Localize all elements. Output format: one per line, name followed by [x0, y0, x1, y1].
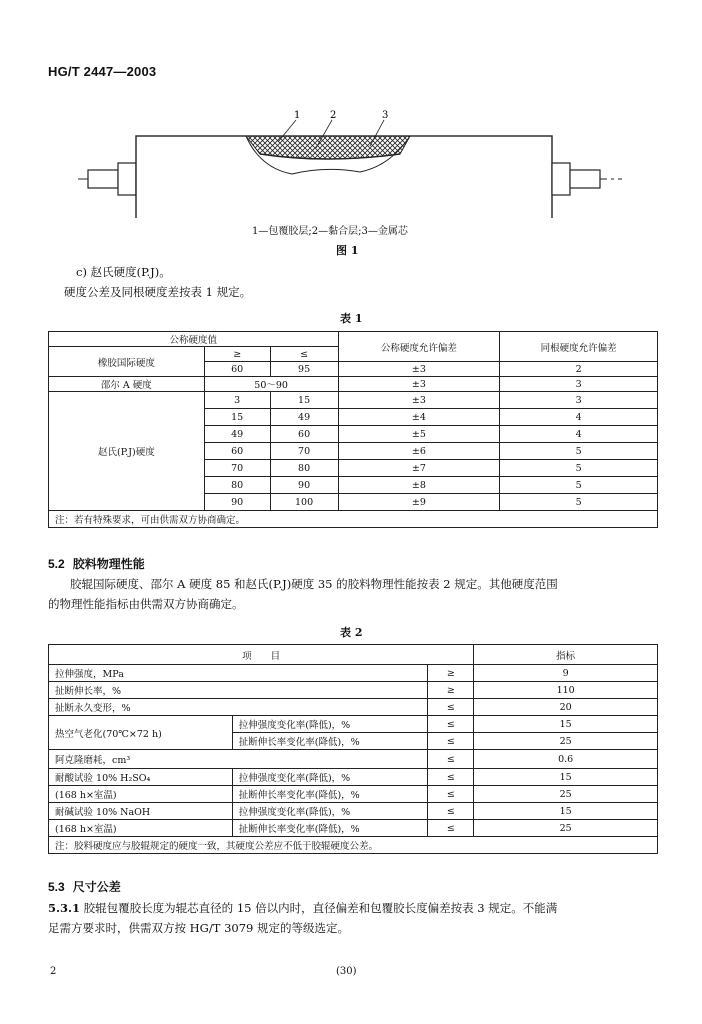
pj-min: 60: [204, 443, 270, 460]
item-c: c) 赵氏硬度(P.J)。: [76, 265, 171, 279]
irhd-difference: 2: [500, 362, 658, 377]
tensile-strength-label: 拉伸强度，MPa: [49, 665, 428, 682]
pj-min: 80: [204, 477, 270, 494]
aging-elongation-change-label: 扯断伸长率变化率(降低)，%: [232, 733, 428, 750]
alkali-test-label: 耐碱试验 10% NaOH: [49, 803, 233, 820]
section-5-3-1-line-1: [48, 898, 557, 918]
pj-tolerance: ±8: [338, 477, 500, 494]
pj-min: 90: [204, 494, 270, 511]
callout-1: 1: [294, 110, 301, 121]
alkali-elongation-change-operator: ≤: [428, 820, 474, 837]
irhd-max: 95: [270, 362, 338, 377]
page-sequence: (30): [336, 966, 357, 977]
tensile-strength-operator: ≥: [428, 665, 474, 682]
pj-max: 80: [270, 460, 338, 477]
pj-difference: 5: [500, 477, 658, 494]
pj-difference: 5: [500, 494, 658, 511]
set-at-break-operator: ≤: [428, 699, 474, 716]
table-1: [48, 331, 658, 528]
akron-abrasion-label: 阿克隆磨耗，cm³: [49, 750, 428, 769]
header-le: ≤: [270, 347, 338, 362]
acid-elongation-change-label: 扯断伸长率变化率(降低)，%: [232, 786, 428, 803]
right-shaft: [570, 170, 600, 188]
left-journal: [118, 163, 136, 195]
header-same-roller-difference: 同根硬度允许偏差: [500, 332, 658, 362]
aging-elongation-change-operator: ≤: [428, 733, 474, 750]
pj-max: 15: [270, 392, 338, 409]
pj-max: 49: [270, 409, 338, 426]
alkali-tensile-change-operator: ≤: [428, 803, 474, 820]
acid-tensile-change-value: 15: [474, 769, 658, 786]
figure-label: 图 1: [336, 244, 359, 257]
tensile-strength-value: 9: [474, 665, 658, 682]
shore-a-difference: 3: [500, 377, 658, 392]
pj-difference: 4: [500, 409, 658, 426]
section-5-2-line-2: 的物理性能指标由供需双方协商确定。: [48, 597, 244, 611]
pj-tolerance: ±5: [338, 426, 500, 443]
pj-min: 49: [204, 426, 270, 443]
alkali-test-condition: (168 h×室温): [49, 820, 233, 837]
hardness-note: 硬度公差及同根硬度差按表 1 规定。: [64, 285, 252, 299]
clause-number: 5.3.1: [48, 901, 81, 915]
aging-label: 热空气老化(70℃×72 h): [49, 716, 233, 750]
pj-min: 3: [204, 392, 270, 409]
akron-abrasion-operator: ≤: [428, 750, 474, 769]
table1-caption: 表 1: [340, 312, 363, 325]
pj-tolerance: ±6: [338, 443, 500, 460]
row-pj-label: 赵氏(P.J)硬度: [49, 392, 205, 511]
section-number: 5.3: [48, 880, 65, 894]
left-shaft: [88, 170, 118, 188]
pj-max: 100: [270, 494, 338, 511]
aging-tensile-change-value: 15: [474, 716, 658, 733]
pj-difference: 5: [500, 460, 658, 477]
roller-diagram: [70, 108, 630, 218]
callout-2: 2: [330, 110, 337, 121]
set-at-break-value: 20: [474, 699, 658, 716]
pj-tolerance: ±9: [338, 494, 500, 511]
pj-tolerance: ±3: [338, 392, 500, 409]
alkali-tensile-change-value: 15: [474, 803, 658, 820]
aging-tensile-change-operator: ≤: [428, 716, 474, 733]
shore-a-range: 50～90: [204, 377, 338, 392]
header-ge: ≥: [204, 347, 270, 362]
acid-tensile-change-operator: ≤: [428, 769, 474, 786]
table2-caption: 表 2: [340, 626, 363, 639]
irhd-tolerance: ±3: [338, 362, 500, 377]
section-5-2-heading: [48, 555, 145, 572]
section-5-3-heading: [48, 878, 121, 895]
section-5-3-1-line-2: 足需方要求时，供需双方按 HG/T 3079 规定的等级选定。: [48, 921, 349, 935]
document-code: HG/T 2447—2003: [48, 64, 157, 79]
irhd-min: 60: [204, 362, 270, 377]
alkali-elongation-change-label: 扯断伸长率变化率(降低)，%: [232, 820, 428, 837]
pj-max: 90: [270, 477, 338, 494]
pj-tolerance: ±7: [338, 460, 500, 477]
pj-tolerance: ±4: [338, 409, 500, 426]
right-journal: [552, 163, 570, 195]
acid-elongation-change-value: 25: [474, 786, 658, 803]
pj-min: 15: [204, 409, 270, 426]
pj-difference: 4: [500, 426, 658, 443]
shore-a-tolerance: ±3: [338, 377, 500, 392]
pj-max: 70: [270, 443, 338, 460]
alkali-tensile-change-label: 拉伸强度变化率(降低)，%: [232, 803, 428, 820]
row-shore-a-label: 邵尔 A 硬度: [49, 377, 205, 392]
section-title: 尺寸公差: [72, 880, 121, 894]
page-number: 2: [50, 966, 57, 977]
callout-3: 3: [382, 110, 389, 121]
acid-elongation-change-operator: ≤: [428, 786, 474, 803]
clause-text: 胶辊包覆胶长度为辊芯直径的 15 倍以内时，直径偏差和包覆胶长度偏差按表 3 规定。不能满: [83, 901, 558, 915]
row-irhd-label: 橡胶国际硬度: [49, 347, 205, 377]
akron-abrasion-value: 0.6: [474, 750, 658, 769]
table1-note: 注：若有特殊要求，可由供需双方协商确定。: [49, 511, 658, 528]
elongation-value: 110: [474, 682, 658, 699]
alkali-elongation-change-value: 25: [474, 820, 658, 837]
pj-difference: 3: [500, 392, 658, 409]
aging-elongation-change-value: 25: [474, 733, 658, 750]
acid-test-label: 耐酸试验 10% H₂SO₄: [49, 769, 233, 786]
elongation-label: 扯断伸长率，%: [49, 682, 428, 699]
header-item: 项 目: [49, 645, 474, 665]
acid-test-condition: (168 h×室温): [49, 786, 233, 803]
section-title: 胶料物理性能: [72, 557, 145, 571]
header-nominal-hardness: 公称硬度值: [49, 332, 339, 347]
table2-note: 注：胶料硬度应与胶辊规定的硬度一致，其硬度公差应不低于胶辊硬度公差。: [49, 837, 658, 854]
aging-tensile-change-label: 拉伸强度变化率(降低)，%: [232, 716, 428, 733]
header-index: 指标: [474, 645, 658, 665]
section-number: 5.2: [48, 557, 65, 571]
section-5-2-line-1: 胶辊国际硬度、邵尔 A 硬度 85 和赵氏(P.J)硬度 35 的胶料物理性能按表 2 规定。其他硬度范围: [70, 577, 558, 591]
set-at-break-label: 扯断永久变形，%: [49, 699, 428, 716]
pj-max: 60: [270, 426, 338, 443]
table-2: [48, 644, 658, 854]
figure-legend: 1—包覆胶层;2—黏合层;3—金属芯: [252, 226, 408, 237]
pj-difference: 5: [500, 443, 658, 460]
elongation-operator: ≥: [428, 682, 474, 699]
header-nominal-tolerance: 公称硬度允许偏差: [338, 332, 500, 362]
acid-tensile-change-label: 拉伸强度变化率(降低)，%: [232, 769, 428, 786]
pj-min: 70: [204, 460, 270, 477]
